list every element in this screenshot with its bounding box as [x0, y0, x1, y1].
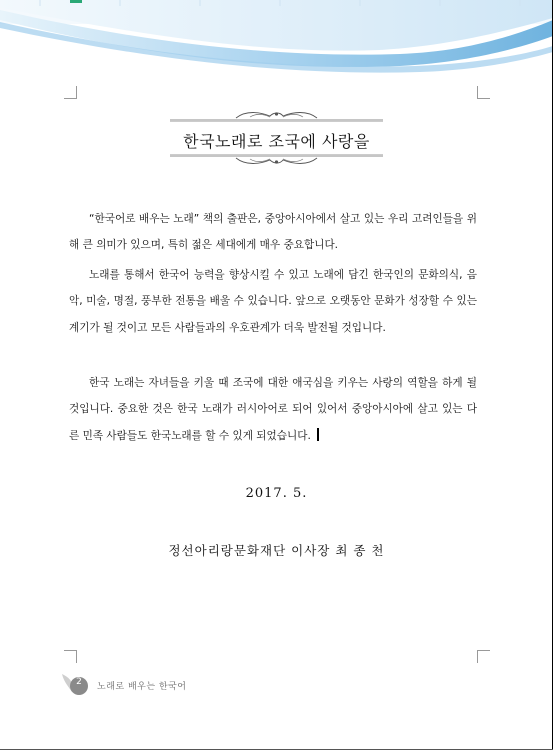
title-block [170, 110, 383, 160]
body-paragraph [69, 262, 477, 341]
paragraph-text: 노래를 통해서 한국어 능력을 향상시킬 수 있고 노래에 담긴 한국인의 문화의식, 음악, 미술, 명절, 풍부한 전통을 배울 수 있습니다. 앞으로 오랫동안 문화가 성장할 수 있는 계기가 될 것이고 모든 사람들과의 우호관계가 더욱 발전될 것입니다. [69, 269, 477, 334]
text-cursor [317, 428, 319, 441]
crop-mark-bottom-left [64, 650, 77, 663]
title-ornament-bottom [170, 154, 383, 166]
page-title: 한국노래로 조국에 사랑을 [183, 132, 370, 151]
body-paragraph[interactable] [69, 370, 477, 449]
footer-book-title: 노래로 배우는 한국어 [97, 682, 187, 692]
crop-mark-bottom-right [477, 650, 490, 663]
page-footer [60, 672, 260, 698]
body-paragraph [69, 206, 477, 259]
page-number: 2 [76, 677, 82, 687]
paragraph-text: “한국어로 배우는 노래” 책의 출판은, 중앙아시아에서 살고 있는 우리 고려인들을 위해 큰 의미가 있으며, 특히 젊은 세대에게 매우 중요합니다. [69, 213, 477, 252]
header-wave-decoration [0, 0, 553, 80]
crop-mark-top-right [477, 86, 490, 99]
document-date: 2017. 5. [245, 486, 308, 501]
signature-line: 정선아리랑문화재단 이사장 최 종 천 [168, 543, 385, 558]
crop-mark-top-left [64, 86, 77, 99]
title-ornament-top [170, 110, 383, 122]
paragraph-text: 한국 노래는 자녀들을 키울 때 조국에 대한 애국심을 키우는 사랑의 역할을 하게 될 것입니다. 중요한 것은 한국 노래가 러시아어로 되어 있어서 중앙아시아에 살고 있는 다른 민족 사람들도 한국노래를 할 수 있게 되었습니다. [69, 377, 477, 442]
